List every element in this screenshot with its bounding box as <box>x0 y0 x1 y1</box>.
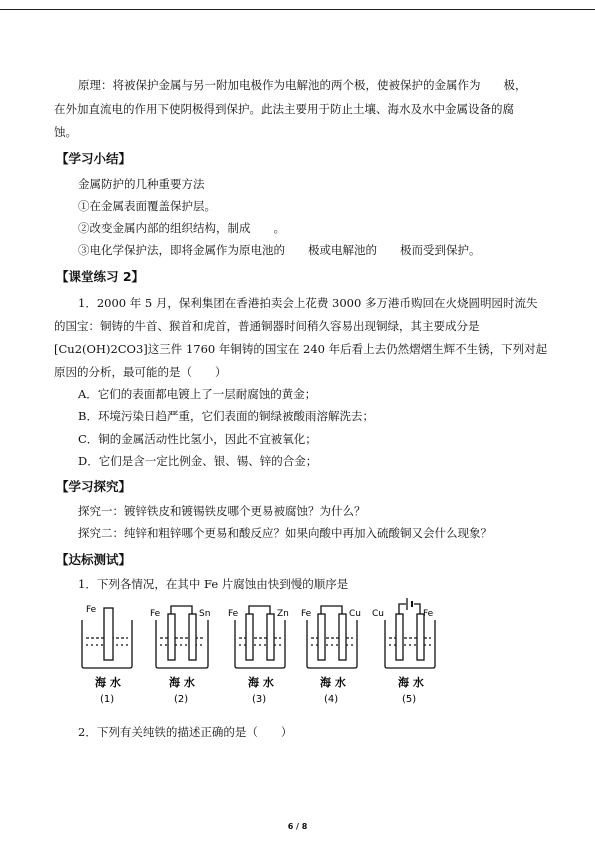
practice-heading: 【课堂练习 2】 <box>56 269 145 284</box>
fig4-label-fe: Fe <box>301 609 312 619</box>
explore-heading: 【学习探究】 <box>56 479 132 494</box>
summary-heading: 【学习小结】 <box>56 151 132 166</box>
summary-item-2: ②改变金属内部的组织结构，制成 。 <box>78 221 285 235</box>
corrosion-figures <box>0 598 595 718</box>
fig4-number: (4) <box>324 694 339 705</box>
fig3-label-zn: Zn <box>277 609 289 619</box>
test-q1: 1．下列各情况，在其中 Fe 片腐蚀由快到慢的顺序是 <box>78 577 349 591</box>
fig1-number: (1) <box>100 694 115 705</box>
practice-option-d: D．它们是含一定比例金、银、锡、锌的合金； <box>78 454 318 468</box>
figure-1-beaker <box>82 608 132 668</box>
summary-item-3: ③电化学保护法，即将金属作为原电池的 极或电解池的 极而受到保护。 <box>78 243 481 257</box>
fig5-label-fe: Fe <box>423 609 434 619</box>
page-number: 6 / 8 <box>287 822 308 831</box>
fig5-label-cu: Cu <box>372 609 384 619</box>
fig5-number: (5) <box>402 694 417 705</box>
fig1-label-fe: Fe <box>86 605 97 615</box>
practice-option-c: C．铜的金属活动性比氢小，因此不宜被氧化； <box>78 432 317 446</box>
fig1-medium: 海 水 <box>95 676 121 689</box>
explore-q2: 探究二：纯锌和粗锌哪个更易和酸反应？如果向酸中再加入硫酸铜又会什么现象？ <box>78 526 492 540</box>
principle-line-3: 蚀。 <box>54 125 77 139</box>
practice-q1-line-1: 1．2000 年 5 月，保利集团在香港拍卖会上花费 3000 多万港币购回在火烧圆明园时流失 <box>78 296 538 310</box>
explore-q1: 探究一：镀锌铁皮和镀锡铁皮哪个更易被腐蚀？为什么？ <box>78 504 366 518</box>
summary-item-1: ①在金属表面覆盖保护层。 <box>78 199 216 213</box>
practice-q1-line-4: 原因的分析，最可能的是（ ） <box>54 365 227 379</box>
fig4-label-cu: Cu <box>349 609 361 619</box>
practice-q1-line-2: 的国宝：铜铸的牛首、猴首和虎首，普通铜器时间稍久容易出现铜绿，其主要成分是 <box>54 319 480 333</box>
fig5-medium: 海 水 <box>398 676 424 689</box>
principle-line-2: 在外加直流电的作用下使阴极得到保护。此法主要用于防止土壤、海水及水中金属设备的腐 <box>54 102 514 116</box>
fig2-number: (2) <box>174 694 189 705</box>
fig3-label-fe: Fe <box>228 609 239 619</box>
fig3-number: (3) <box>252 694 267 705</box>
summary-intro: 金属防护的几种重要方法 <box>78 177 205 191</box>
fig2-label-sn: Sn <box>199 609 211 619</box>
principle-line-1: 原理：将被保护金属与另一附加电极作为电解池的两个极，使被保护的金属作为 极， <box>78 78 527 92</box>
practice-option-a: A．它们的表面都电镀上了一层耐腐蚀的黄金； <box>78 387 317 401</box>
fig4-medium: 海 水 <box>320 676 346 689</box>
fig3-medium: 海 水 <box>248 676 274 689</box>
header-rule <box>0 9 595 10</box>
test-q2: 2．下列有关纯铁的描述正确的是（ ） <box>78 725 293 739</box>
test-heading: 【达标测试】 <box>56 552 132 567</box>
practice-option-b: B．环境污染日趋严重，它们表面的铜绿被酸雨溶解洗去； <box>78 409 374 423</box>
fig2-label-fe: Fe <box>150 609 161 619</box>
fig2-medium: 海 水 <box>169 676 195 689</box>
practice-q1-line-3: [Cu2(OH)2CO3]这三件 1760 年铜铸的国宝在 240 年后看上去仍然熠熠生辉不生锈，下列对起 <box>54 342 548 356</box>
